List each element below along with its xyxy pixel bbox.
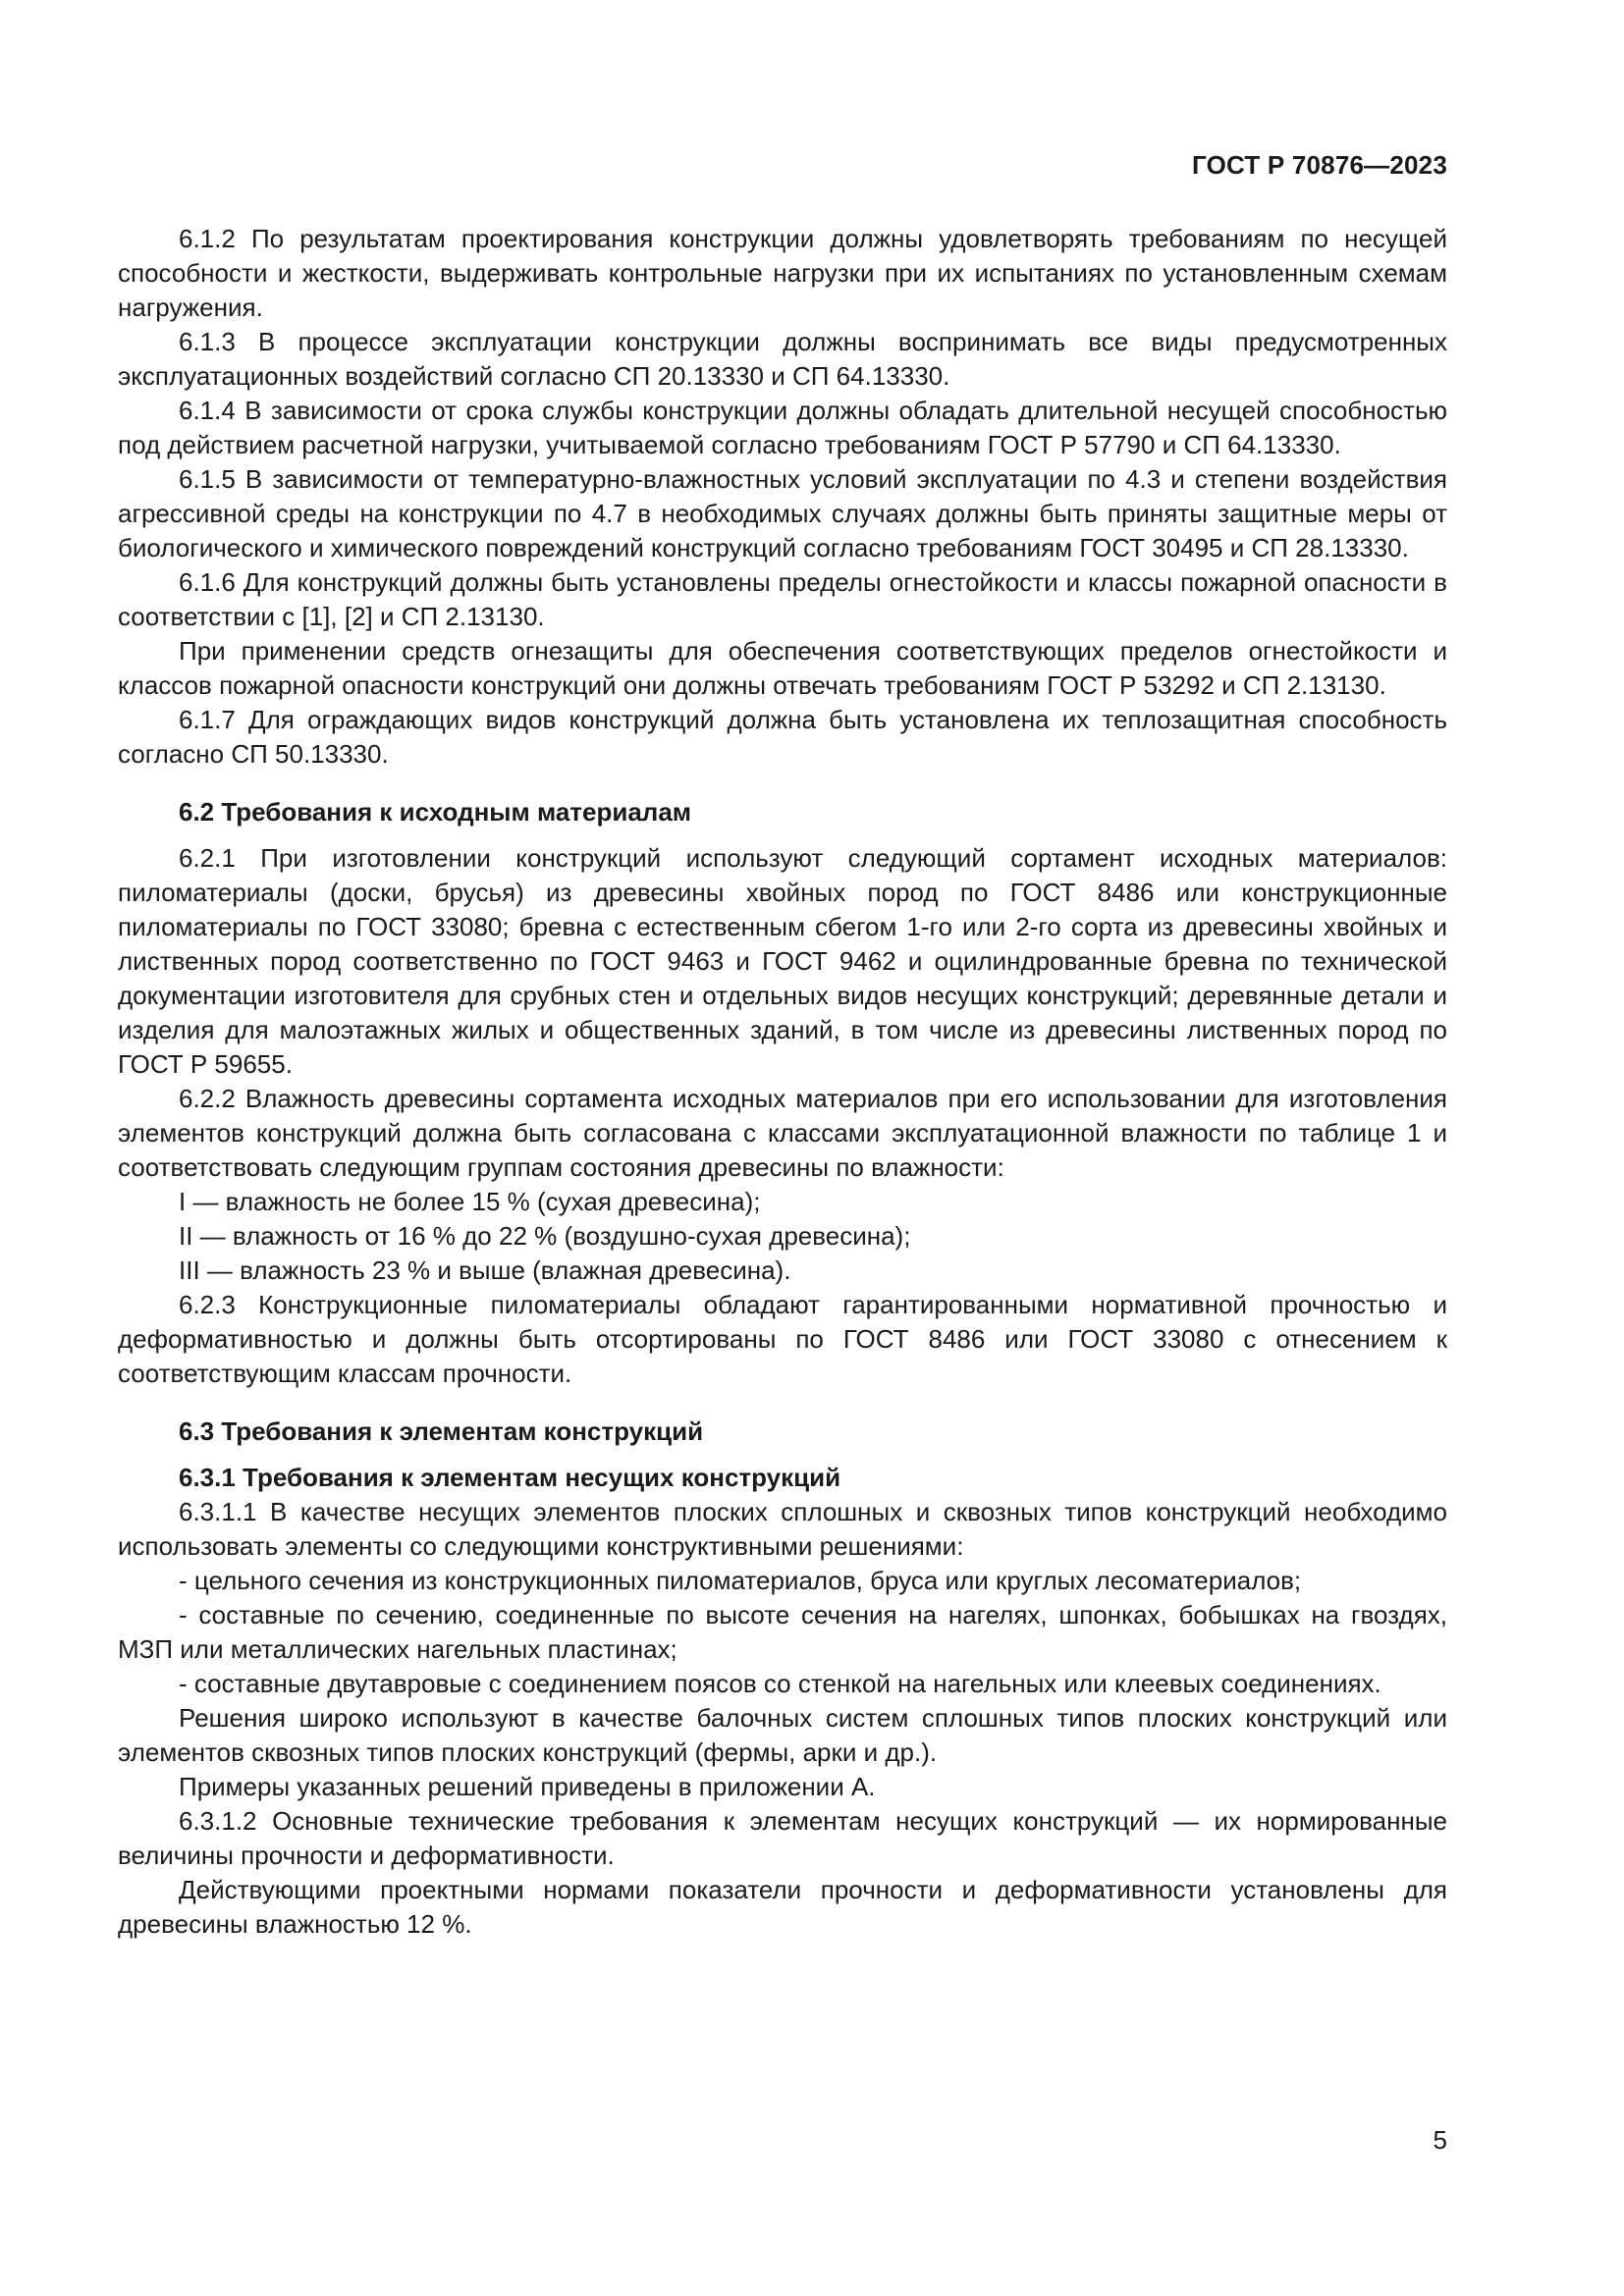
- paragraph-solutions-usage: Решения широко используют в качестве балочных систем сплошных типов плоских конструкций или элементов сквозных типов плоских конструкций (фермы, арки и др.).: [118, 1703, 1447, 1767]
- list-item-group-i: I — влажность не более 15 % (сухая древесина);: [179, 1187, 761, 1216]
- paragraph-examples: Примеры указанных решений приведены в приложении А.: [179, 1772, 876, 1801]
- paragraph-6-3-1-2: 6.3.1.2 Основные технические требования к элементам несущих конструкций — их нормированные величины прочности и деформативности.: [118, 1806, 1447, 1870]
- paragraph-6-2-1: 6.2.1 При изготовлении конструкций используют следующий сортамент исходных материалов: пиломатериалы (доски, брусья) из древесины хвойных пород по ГОСТ 8486 или конструкционные пиломатериалы по ГОСТ 33080; бревна с естественным сбегом 1-го или 2-го сорта из древесины хвойных и лиственных пород соответственно по ГОСТ 9463 и ГОСТ 9462 и оцилиндрованные бревна по технической документации изготовителя для срубных стен и отдельных видов несущих конструкций; деревянные детали и изделия для малоэтажных жилых и общественных зданий, в том числе из древесины лиственных пород по ГОСТ Р 59655.: [118, 843, 1447, 1079]
- section-heading-6-2: 6.2 Требования к исходным материалам: [179, 797, 692, 827]
- paragraph-6-3-1-1: 6.3.1.1 В качестве несущих элементов плоских сплошных и сквозных типов конструкций необходимо использовать элементы со следующими конструктивными решениями:: [118, 1497, 1447, 1561]
- list-item-i-beam: - составные двутавровые с соединением поясов со стенкой на нагельных или клеевых соединениях.: [179, 1669, 1381, 1698]
- paragraph-6-1-6: 6.1.6 Для конструкций должны быть установлены пределы огнестойкости и классы пожарной опасности в соответствии с [1], [2] и СП 2.13130.: [118, 567, 1447, 631]
- paragraph-6-1-2: 6.1.2 По результатам проектирования конструкции должны удовлетворять требованиям по несущей способности и жесткости, выдерживать контрольные нагрузки при их испытаниях по установленным схемам нагружения.: [118, 224, 1447, 322]
- document-header: ГОСТ Р 70876—2023: [1192, 150, 1447, 180]
- subsection-heading-6-3-1: 6.3.1 Требования к элементам несущих конструкций: [179, 1463, 841, 1492]
- paragraph-6-1-7: 6.1.7 Для ограждающих видов конструкций должна быть установлена их теплозащитная способность согласно СП 50.13330.: [118, 705, 1447, 769]
- paragraph-6-2-2: 6.2.2 Влажность древесины сортамента исходных материалов при его использовании для изготовления элементов конструкций должна быть согласована с классами эксплуатационной влажности по таблице 1 и соответствовать следующим группам состояния древесины по влажности:: [118, 1084, 1447, 1182]
- list-item-composite-section: - составные по сечению, соединенные по высоте сечения на нагелях, шпонках, бобышках на гвоздях, МЗП или металлических нагельных пластинах;: [118, 1600, 1447, 1664]
- section-heading-6-3: 6.3 Требования к элементам конструкций: [179, 1416, 704, 1446]
- paragraph-6-1-5: 6.1.5 В зависимости от температурно-влажностных условий эксплуатации по 4.3 и степени воздействия агрессивной среды на конструкции по 4.7 в необходимых случаях должны быть приняты защитные меры от биологического и химического повреждений конструкций согласно требованиям ГОСТ 30495 и СП 28.13330.: [118, 464, 1447, 562]
- paragraph-6-1-4: 6.1.4 В зависимости от срока службы конструкции должны обладать длительной несущей способностью под действием расчетной нагрузки, учитываемой согласно требованиям ГОСТ Р 57790 и СП 64.13330.: [118, 396, 1447, 459]
- paragraph-fire-protection: При применении средств огнезащиты для обеспечения соответствующих пределов огнестойкости и классов пожарной опасности конструкций они должны отвечать требованиям ГОСТ Р 53292 и СП 2.13130.: [118, 636, 1447, 700]
- list-item-group-ii: II — влажность от 16 % до 22 % (воздушно-сухая древесина);: [179, 1221, 911, 1251]
- paragraph-moisture-norms: Действующими проектными нормами показатели прочности и деформативности установлены для древесины влажностью 12 %.: [118, 1875, 1447, 1939]
- list-item-solid-section: - цельного сечения из конструкционных пиломатериалов, бруса или круглых лесоматериалов;: [179, 1566, 1302, 1595]
- page-body: [118, 222, 1447, 1942]
- paragraph-6-1-3: 6.1.3 В процессе эксплуатации конструкции должны воспринимать все виды предусмотренных эксплуатационных воздействий согласно СП 20.13330 и СП 64.13330.: [118, 327, 1447, 391]
- paragraph-6-2-3: 6.2.3 Конструкционные пиломатериалы обладают гарантированными нормативной прочностью и деформативностью и должны быть отсортированы по ГОСТ 8486 или ГОСТ 33080 с отнесением к соответствующим классам прочности.: [118, 1290, 1447, 1388]
- page-number: 5: [1433, 2125, 1447, 2155]
- list-item-group-iii: III — влажность 23 % и выше (влажная древесина).: [179, 1255, 791, 1285]
